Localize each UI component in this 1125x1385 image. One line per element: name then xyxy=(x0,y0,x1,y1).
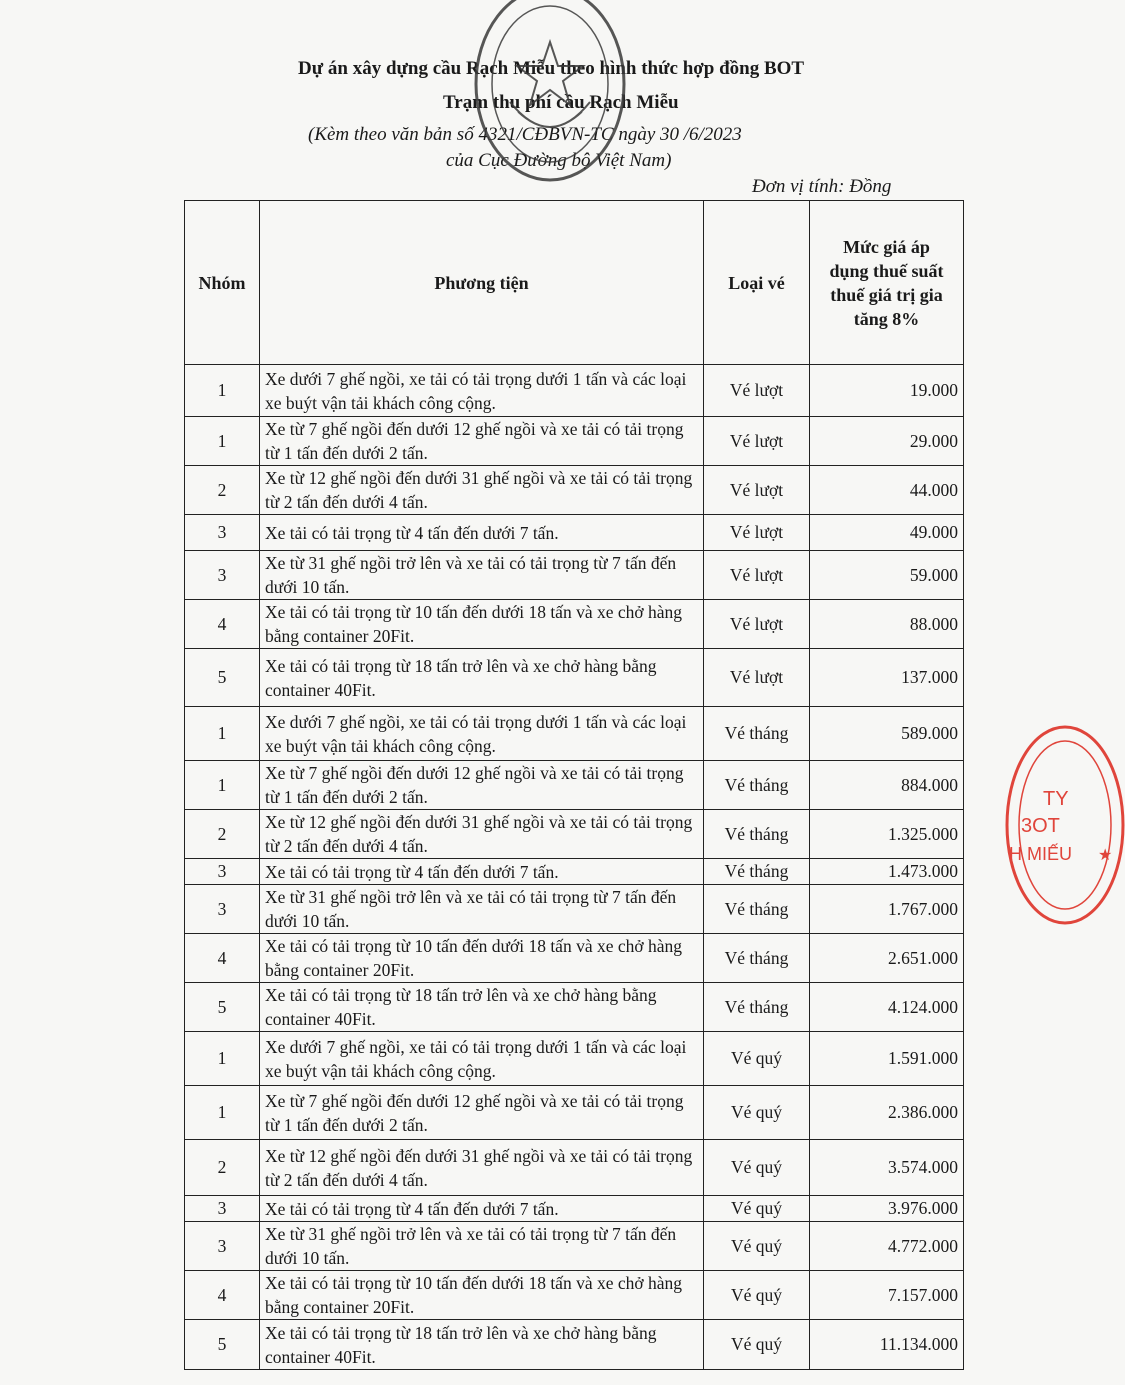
seal-star-icon: ★ xyxy=(1098,847,1113,864)
table-row xyxy=(185,515,964,551)
cell-price: 2.386.000 xyxy=(810,1086,964,1140)
table-row xyxy=(185,1271,964,1320)
cell-price: 1.473.000 xyxy=(810,859,964,885)
table-row xyxy=(185,1032,964,1086)
document-title: Dự án xây dựng cầu Rạch Miễu theo hình thức hợp đồng BOT xyxy=(298,58,805,79)
cell-ticket-type: Vé tháng xyxy=(704,761,810,810)
cell-price: 88.000 xyxy=(810,600,964,649)
document-subtitle: Trạm thu phí cầu Rạch Miễu xyxy=(443,92,679,113)
table-row xyxy=(185,1222,964,1271)
cell-price: 19.000 xyxy=(810,365,964,417)
cell-vehicle: Xe tải có tải trọng từ 4 tấn đến dưới 7 tấn. xyxy=(260,515,704,551)
table-row xyxy=(185,551,964,600)
cell-group: 1 xyxy=(185,365,260,417)
cell-price: 3.976.000 xyxy=(810,1196,964,1222)
cell-group: 2 xyxy=(185,810,260,859)
cell-ticket-type: Vé tháng xyxy=(704,934,810,983)
cell-vehicle: Xe tải có tải trọng từ 10 tấn đến dưới 18 tấn và xe chở hàng bằng container 20Fit. xyxy=(260,600,704,649)
cell-group: 4 xyxy=(185,600,260,649)
cell-ticket-type: Vé lượt xyxy=(704,365,810,417)
table-row xyxy=(185,810,964,859)
cell-group: 3 xyxy=(185,885,260,934)
table-row xyxy=(185,1086,964,1140)
table-row xyxy=(185,466,964,515)
cell-price: 1.325.000 xyxy=(810,810,964,859)
cell-ticket-type: Vé tháng xyxy=(704,983,810,1032)
cell-group: 2 xyxy=(185,466,260,515)
issuer-note: của Cục Đường bộ Việt Nam) xyxy=(446,150,672,171)
ministry-seal-stamp xyxy=(470,0,630,187)
cell-price: 11.134.000 xyxy=(810,1320,964,1370)
cell-price: 44.000 xyxy=(810,466,964,515)
cell-ticket-type: Vé quý xyxy=(704,1140,810,1196)
cell-vehicle: Xe từ 31 ghế ngồi trở lên và xe tải có tải trọng từ 7 tấn đến dưới 10 tấn. xyxy=(260,885,704,934)
cell-vehicle: Xe tải có tải trọng từ 18 tấn trở lên và xe chở hàng bằng container 40Fit. xyxy=(260,983,704,1032)
cell-group: 3 xyxy=(185,515,260,551)
cell-group: 3 xyxy=(185,1222,260,1271)
cell-vehicle: Xe từ 12 ghế ngồi đến dưới 31 ghế ngồi và xe tải có tải trọng từ 2 tấn đến dưới 4 tấn. xyxy=(260,810,704,859)
header-price: Mức giá áp dụng thuế suất thuế giá trị gia tăng 8% xyxy=(810,201,964,365)
cell-price: 2.651.000 xyxy=(810,934,964,983)
table-row xyxy=(185,1320,964,1370)
header-group: Nhóm xyxy=(185,201,260,365)
table-row xyxy=(185,417,964,466)
cell-ticket-type: Vé quý xyxy=(704,1320,810,1370)
table-row xyxy=(185,707,964,761)
table-row xyxy=(185,649,964,707)
cell-ticket-type: Vé lượt xyxy=(704,466,810,515)
toll-fee-table xyxy=(184,200,964,1370)
cell-ticket-type: Vé tháng xyxy=(704,859,810,885)
cell-price: 49.000 xyxy=(810,515,964,551)
cell-ticket-type: Vé lượt xyxy=(704,600,810,649)
cell-price: 4.772.000 xyxy=(810,1222,964,1271)
header-ticket-type: Loại vé xyxy=(704,201,810,365)
cell-price: 137.000 xyxy=(810,649,964,707)
currency-unit: Đơn vị tính: Đồng xyxy=(752,176,892,197)
seal-text-line2: 3OT xyxy=(1021,815,1060,837)
cell-group: 3 xyxy=(185,859,260,885)
cell-price: 4.124.000 xyxy=(810,983,964,1032)
table-row xyxy=(185,885,964,934)
cell-vehicle: Xe tải có tải trọng từ 10 tấn đến dưới 18 tấn và xe chở hàng bằng container 20Fit. xyxy=(260,1271,704,1320)
cell-vehicle: Xe từ 31 ghế ngồi trở lên và xe tải có tải trọng từ 7 tấn đến dưới 10 tấn. xyxy=(260,551,704,600)
table-row xyxy=(185,600,964,649)
cell-vehicle: Xe tải có tải trọng từ 10 tấn đến dưới 18 tấn và xe chở hàng bằng container 20Fit. xyxy=(260,934,704,983)
cell-vehicle: Xe dưới 7 ghế ngồi, xe tải có tải trọng dưới 1 tấn và các loại xe buýt vận tải khách công cộng. xyxy=(260,707,704,761)
cell-price: 59.000 xyxy=(810,551,964,600)
cell-ticket-type: Vé lượt xyxy=(704,551,810,600)
cell-vehicle: Xe tải có tải trọng từ 4 tấn đến dưới 7 tấn. xyxy=(260,1196,704,1222)
table-body xyxy=(185,365,964,1370)
cell-group: 3 xyxy=(185,1196,260,1222)
cell-ticket-type: Vé lượt xyxy=(704,649,810,707)
cell-group: 3 xyxy=(185,551,260,600)
cell-ticket-type: Vé quý xyxy=(704,1086,810,1140)
cell-group: 2 xyxy=(185,1140,260,1196)
table-row xyxy=(185,934,964,983)
cell-ticket-type: Vé lượt xyxy=(704,515,810,551)
cell-ticket-type: Vé quý xyxy=(704,1196,810,1222)
cell-price: 1.591.000 xyxy=(810,1032,964,1086)
cell-ticket-type: Vé tháng xyxy=(704,707,810,761)
table-row xyxy=(185,365,964,417)
cell-price: 7.157.000 xyxy=(810,1271,964,1320)
cell-vehicle: Xe dưới 7 ghế ngồi, xe tải có tải trọng dưới 1 tấn và các loại xe buýt vận tải khách công cộng. xyxy=(260,365,704,417)
cell-group: 1 xyxy=(185,761,260,810)
cell-group: 1 xyxy=(185,707,260,761)
seal-text-line3: H MIẾU xyxy=(1009,844,1072,864)
cell-group: 1 xyxy=(185,417,260,466)
company-seal-stamp xyxy=(1003,720,1125,930)
table-row xyxy=(185,983,964,1032)
seal-text-line1: TY xyxy=(1043,788,1069,810)
cell-ticket-type: Vé quý xyxy=(704,1271,810,1320)
table-row xyxy=(185,1196,964,1222)
cell-group: 4 xyxy=(185,1271,260,1320)
cell-vehicle: Xe từ 12 ghế ngồi đến dưới 31 ghế ngồi và xe tải có tải trọng từ 2 tấn đến dưới 4 tấn. xyxy=(260,466,704,515)
table-row xyxy=(185,761,964,810)
cell-price: 3.574.000 xyxy=(810,1140,964,1196)
cell-group: 5 xyxy=(185,983,260,1032)
cell-vehicle: Xe từ 7 ghế ngồi đến dưới 12 ghế ngồi và xe tải có tải trọng từ 1 tấn đến dưới 2 tấn. xyxy=(260,761,704,810)
cell-price: 884.000 xyxy=(810,761,964,810)
cell-group: 1 xyxy=(185,1086,260,1140)
table-row xyxy=(185,1140,964,1196)
cell-group: 1 xyxy=(185,1032,260,1086)
cell-vehicle: Xe tải có tải trọng từ 4 tấn đến dưới 7 tấn. xyxy=(260,859,704,885)
cell-ticket-type: Vé quý xyxy=(704,1222,810,1271)
cell-ticket-type: Vé tháng xyxy=(704,810,810,859)
cell-ticket-type: Vé tháng xyxy=(704,885,810,934)
header-vehicle: Phương tiện xyxy=(260,201,704,365)
cell-price: 29.000 xyxy=(810,417,964,466)
attachment-note: (Kèm theo văn bản số 4321/CĐBVN-TC ngày 30 /6/2023 xyxy=(308,124,742,145)
table-header-row xyxy=(185,201,964,365)
cell-vehicle: Xe dưới 7 ghế ngồi, xe tải có tải trọng dưới 1 tấn và các loại xe buýt vận tải khách công cộng. xyxy=(260,1032,704,1086)
cell-vehicle: Xe từ 31 ghế ngồi trở lên và xe tải có tải trọng từ 7 tấn đến dưới 10 tấn. xyxy=(260,1222,704,1271)
cell-vehicle: Xe tải có tải trọng từ 18 tấn trở lên và xe chở hàng bằng container 40Fit. xyxy=(260,1320,704,1370)
table-row xyxy=(185,859,964,885)
cell-group: 4 xyxy=(185,934,260,983)
cell-group: 5 xyxy=(185,1320,260,1370)
cell-group: 5 xyxy=(185,649,260,707)
cell-vehicle: Xe từ 12 ghế ngồi đến dưới 31 ghế ngồi và xe tải có tải trọng từ 2 tấn đến dưới 4 tấn. xyxy=(260,1140,704,1196)
cell-price: 589.000 xyxy=(810,707,964,761)
cell-vehicle: Xe từ 7 ghế ngồi đến dưới 12 ghế ngồi và xe tải có tải trọng từ 1 tấn đến dưới 2 tấn. xyxy=(260,417,704,466)
cell-price: 1.767.000 xyxy=(810,885,964,934)
cell-vehicle: Xe tải có tải trọng từ 18 tấn trở lên và xe chở hàng bằng container 40Fit. xyxy=(260,649,704,707)
cell-ticket-type: Vé quý xyxy=(704,1032,810,1086)
cell-vehicle: Xe từ 7 ghế ngồi đến dưới 12 ghế ngồi và xe tải có tải trọng từ 1 tấn đến dưới 2 tấn. xyxy=(260,1086,704,1140)
cell-ticket-type: Vé lượt xyxy=(704,417,810,466)
